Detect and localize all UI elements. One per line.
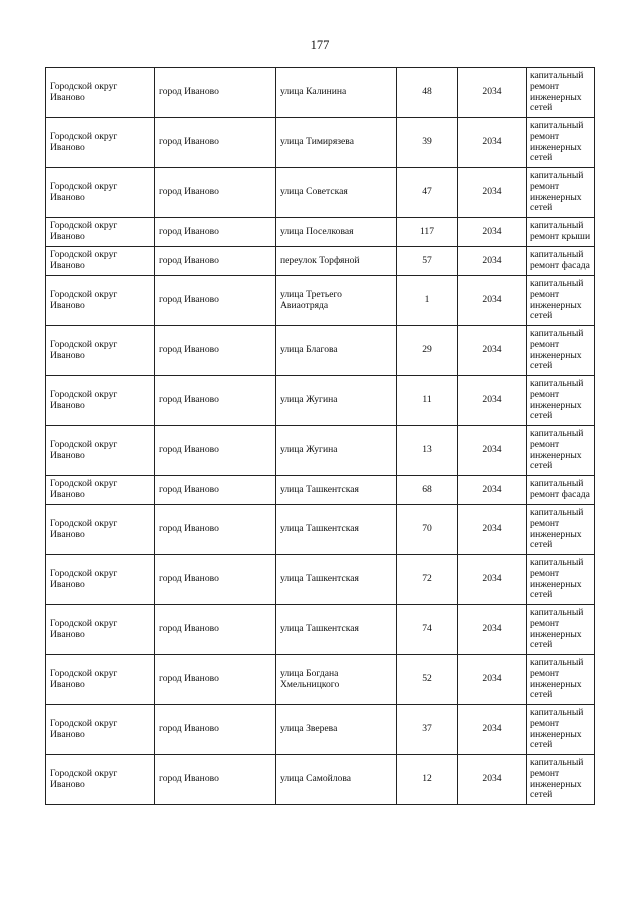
table-row (46, 505, 595, 555)
year-cell: 2034 (458, 705, 527, 755)
city-cell: город Иваново (155, 555, 276, 605)
table-row (46, 168, 595, 218)
house-number-cell: 13 (397, 426, 458, 476)
city-cell: город Иваново (155, 247, 276, 276)
city-cell: город Иваново (155, 755, 276, 805)
year-cell: 2034 (458, 655, 527, 705)
year-cell: 2034 (458, 326, 527, 376)
work-type-cell: капитальный ремонт инженерных сетей (527, 376, 595, 426)
year-cell: 2034 (458, 476, 527, 505)
house-number-cell: 117 (397, 218, 458, 247)
table-row (46, 218, 595, 247)
table-row (46, 426, 595, 476)
year-cell: 2034 (458, 426, 527, 476)
work-type-cell: капитальный ремонт инженерных сетей (527, 68, 595, 118)
table-row (46, 476, 595, 505)
city-cell: город Иваново (155, 426, 276, 476)
house-number-cell: 52 (397, 655, 458, 705)
house-number-cell: 39 (397, 118, 458, 168)
street-cell: улица Самойлова (276, 755, 397, 805)
street-cell: улица Богдана Хмельницкого (276, 655, 397, 705)
work-type-cell: капитальный ремонт инженерных сетей (527, 505, 595, 555)
house-number-cell: 72 (397, 555, 458, 605)
house-number-cell: 47 (397, 168, 458, 218)
house-number-cell: 74 (397, 605, 458, 655)
table-row (46, 755, 595, 805)
city-cell: город Иваново (155, 605, 276, 655)
street-cell: улица Благова (276, 326, 397, 376)
house-number-cell: 57 (397, 247, 458, 276)
street-cell: улица Поселковая (276, 218, 397, 247)
district-cell: Городской округ Иваново (46, 118, 155, 168)
year-cell: 2034 (458, 247, 527, 276)
work-type-cell: капитальный ремонт инженерных сетей (527, 655, 595, 705)
year-cell: 2034 (458, 68, 527, 118)
year-cell: 2034 (458, 376, 527, 426)
district-cell: Городской округ Иваново (46, 376, 155, 426)
street-cell: улица Жугина (276, 426, 397, 476)
district-cell: Городской округ Иваново (46, 247, 155, 276)
work-type-cell: капитальный ремонт фасада (527, 247, 595, 276)
city-cell: город Иваново (155, 376, 276, 426)
city-cell: город Иваново (155, 168, 276, 218)
house-number-cell: 48 (397, 68, 458, 118)
house-number-cell: 1 (397, 276, 458, 326)
table-row (46, 555, 595, 605)
year-cell: 2034 (458, 168, 527, 218)
table-row (46, 68, 595, 118)
year-cell: 2034 (458, 218, 527, 247)
district-cell: Городской округ Иваново (46, 755, 155, 805)
district-cell: Городской округ Иваново (46, 655, 155, 705)
city-cell: город Иваново (155, 218, 276, 247)
table-row (46, 655, 595, 705)
street-cell: улица Ташкентская (276, 605, 397, 655)
work-type-cell: капитальный ремонт инженерных сетей (527, 326, 595, 376)
work-type-cell: капитальный ремонт фасада (527, 476, 595, 505)
city-cell: город Иваново (155, 118, 276, 168)
street-cell: улица Зверева (276, 705, 397, 755)
district-cell: Городской округ Иваново (46, 605, 155, 655)
house-number-cell: 12 (397, 755, 458, 805)
work-type-cell: капитальный ремонт инженерных сетей (527, 605, 595, 655)
house-number-cell: 11 (397, 376, 458, 426)
city-cell: город Иваново (155, 705, 276, 755)
house-number-cell: 37 (397, 705, 458, 755)
street-cell: улица Ташкентская (276, 505, 397, 555)
work-type-cell: капитальный ремонт крыши (527, 218, 595, 247)
table-row (46, 605, 595, 655)
year-cell: 2034 (458, 505, 527, 555)
table-row (46, 276, 595, 326)
repair-schedule-table (45, 67, 595, 805)
table-row (46, 118, 595, 168)
city-cell: город Иваново (155, 655, 276, 705)
city-cell: город Иваново (155, 505, 276, 555)
work-type-cell: капитальный ремонт инженерных сетей (527, 168, 595, 218)
city-cell: город Иваново (155, 68, 276, 118)
work-type-cell: капитальный ремонт инженерных сетей (527, 755, 595, 805)
work-type-cell: капитальный ремонт инженерных сетей (527, 705, 595, 755)
city-cell: город Иваново (155, 276, 276, 326)
house-number-cell: 68 (397, 476, 458, 505)
street-cell: улица Третьего Авиаотряда (276, 276, 397, 326)
street-cell: улица Ташкентская (276, 555, 397, 605)
work-type-cell: капитальный ремонт инженерных сетей (527, 276, 595, 326)
table-row (46, 705, 595, 755)
district-cell: Городской округ Иваново (46, 168, 155, 218)
district-cell: Городской округ Иваново (46, 426, 155, 476)
district-cell: Городской округ Иваново (46, 68, 155, 118)
work-type-cell: капитальный ремонт инженерных сетей (527, 555, 595, 605)
year-cell: 2034 (458, 555, 527, 605)
work-type-cell: капитальный ремонт инженерных сетей (527, 118, 595, 168)
city-cell: город Иваново (155, 476, 276, 505)
district-cell: Городской округ Иваново (46, 476, 155, 505)
year-cell: 2034 (458, 276, 527, 326)
street-cell: улица Советская (276, 168, 397, 218)
district-cell: Городской округ Иваново (46, 218, 155, 247)
work-type-cell: капитальный ремонт инженерных сетей (527, 426, 595, 476)
district-cell: Городской округ Иваново (46, 555, 155, 605)
street-cell: улица Тимирязева (276, 118, 397, 168)
year-cell: 2034 (458, 118, 527, 168)
street-cell: улица Ташкентская (276, 476, 397, 505)
street-cell: улица Жугина (276, 376, 397, 426)
district-cell: Городской округ Иваново (46, 326, 155, 376)
district-cell: Городской округ Иваново (46, 705, 155, 755)
year-cell: 2034 (458, 605, 527, 655)
district-cell: Городской округ Иваново (46, 505, 155, 555)
table-row (46, 247, 595, 276)
street-cell: улица Калинина (276, 68, 397, 118)
district-cell: Городской округ Иваново (46, 276, 155, 326)
house-number-cell: 29 (397, 326, 458, 376)
city-cell: город Иваново (155, 326, 276, 376)
table-row (46, 326, 595, 376)
street-cell: переулок Торфяной (276, 247, 397, 276)
house-number-cell: 70 (397, 505, 458, 555)
table-row (46, 376, 595, 426)
year-cell: 2034 (458, 755, 527, 805)
page-number: 177 (310, 38, 330, 52)
